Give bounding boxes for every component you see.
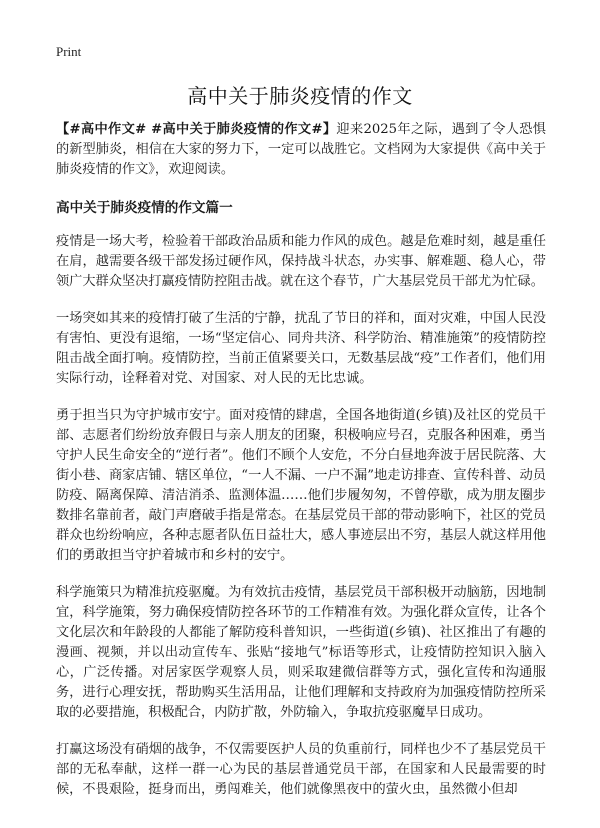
document-title: 高中关于肺炎疫情的作文: [187, 84, 413, 108]
document-body: [56, 120, 546, 817]
body-paragraph-5: 打赢这场没有硝烟的战争，不仅需要医护人员的负重前行，同样也少不了基层党员干部的无私奉献，这样一群一心为民的基层普通党员干部，在国家和人民最需要的时候，不畏艰险，挺身而出，勇闯难关，他们就像黑夜中的萤火虫，虽然微小但却: [56, 742, 546, 797]
intro-tags: 【#高中作文# #高中关于肺炎疫情的作文#】: [56, 122, 337, 137]
intro-text: 迎来2025年之际，遇到了令人恐惧的新型肺炎，相信在大家的努力下，一定可以战胜它。文档网为大家提供《高中关于肺炎疫情的作文》，欢迎阅读。: [56, 122, 546, 177]
body-paragraph-4: 科学施策只为精准抗疫驱魔。为有效抗击疫情，基层党员干部积极开动脑筋，因地制宜，科学施策，努力确保疫情防控各环节的工作精准有效。为强化群众宣传，让各个文化层次和年龄段的人都能了解防疫科普知识，一些街道(乡镇)、社区推出了有趣的漫画、视频，并以出动宣传车、张贴“接地气”标语等形式，让疫情防控知识入脑入心，广泛传播。对居家医学观察人员，则采取建微信群等方式，强化宣传和沟通服务，进行心理安抚，帮助购买生活用品，让他们理解和支持政府为加强疫情防控所采取的必要措施，积极配合，内防扩散，外防输入，争取抗疫驱魔早日成功。: [56, 585, 546, 720]
section-heading: 高中关于肺炎疫情的作文篇一: [56, 200, 233, 216]
print-link[interactable]: Print: [56, 44, 82, 59]
body-paragraph-2: 一场突如其来的疫情打破了生活的宁静，扰乱了节日的祥和，面对灾难，中国人民没有害怕、更没有退缩，一场“坚定信心、同舟共济、科学防治、精准施策”的疫情防控阻击战全面打响。疫情防控，当前正值紧要关口，无数基层战“疫”工作者们，他们用实际行动，诠释着对党、对国家、对人民的无比忠诚。: [56, 311, 546, 386]
body-paragraph-3: 勇于担当只为守护城市安宁。面对疫情的肆虐，全国各地街道(乡镇)及社区的党员干部、志愿者们纷纷放弃假日与亲人朋友的团聚，积极响应号召，克服各种困难，勇当守护人民生命安全的“逆行者”。他们不顾个人安危，不分白昼地奔波于居民院落、大街小巷、商家店铺、辖区单位，“一人不漏、一户不漏”地走访排查、宣传科普、动员防疫、隔离保障、清洁消杀、监测体温……他们步履匆匆，不曾停歇，成为朋友圈步数排名靠前者，敲门声磨破手指是常态。在基层党员干部的带动影响下，社区的党员群众也纷纷响应，各种志愿者队伍日益壮大，感人事迹层出不穷，基层人就这样用他们的勇敢担当守护着城市和乡村的安宁。: [56, 408, 546, 563]
body-paragraph-1: 疫情是一场大考，检验着干部政治品质和能力作风的成色。越是危难时刻，越是重任在肩，越需要各级干部发扬过硬作风，保持战斗状态，办实事、解难题、稳人心，带领广大群众坚决打赢疫情防控阻击战。就在这个春节，广大基层党员干部尤为忙碌。: [56, 234, 546, 289]
intro-paragraph: [56, 120, 546, 180]
